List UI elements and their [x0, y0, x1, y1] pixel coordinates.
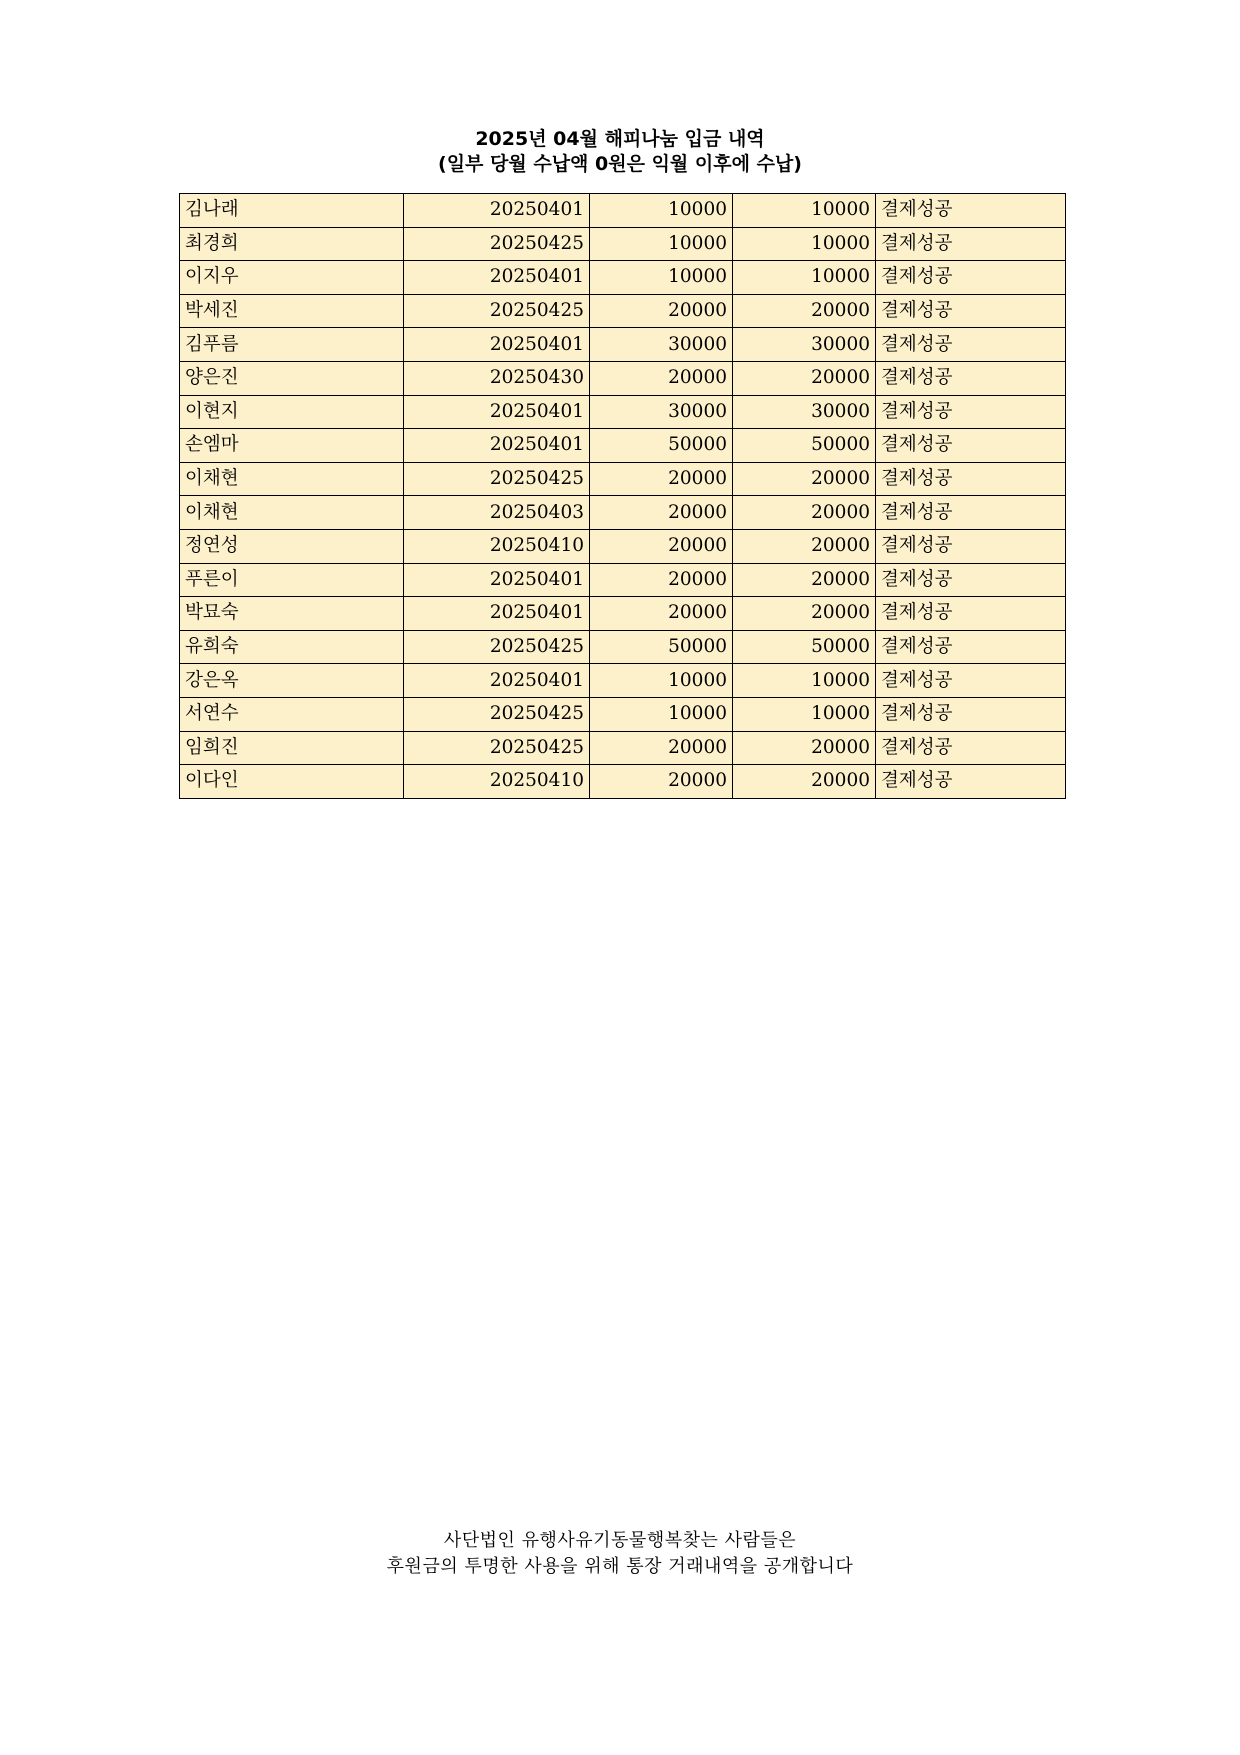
table-row [180, 294, 1066, 328]
table-row [180, 395, 1066, 429]
donor-name-cell: 이현지 [180, 395, 404, 429]
payment-status-cell: 결제성공 [876, 429, 1066, 463]
pledged-amount-cell: 20000 [590, 529, 733, 563]
deposit-date-cell: 20250401 [404, 328, 590, 362]
payment-status-cell: 결제성공 [876, 597, 1066, 631]
table-row [180, 597, 1066, 631]
donor-name-cell: 박묘숙 [180, 597, 404, 631]
paid-amount-cell: 20000 [733, 731, 876, 765]
table-row [180, 765, 1066, 799]
document-title: 2025년 04월 해피나눔 입금 내역 [475, 128, 765, 150]
paid-amount-cell: 30000 [733, 328, 876, 362]
pledged-amount-cell: 20000 [590, 294, 733, 328]
paid-amount-cell: 20000 [733, 361, 876, 395]
payment-status-cell: 결제성공 [876, 261, 1066, 295]
table-row [180, 563, 1066, 597]
deposit-table-body [180, 194, 1066, 799]
footer-organization-text: 사단법인 유행사유기동물행복찾는 사람들은 [443, 1530, 797, 1551]
deposit-table [179, 193, 1066, 799]
payment-status-cell: 결제성공 [876, 294, 1066, 328]
deposit-date-cell: 20250425 [404, 227, 590, 261]
paid-amount-cell: 10000 [733, 697, 876, 731]
payment-status-cell: 결제성공 [876, 563, 1066, 597]
donor-name-cell: 유희숙 [180, 630, 404, 664]
donor-name-cell: 손엠마 [180, 429, 404, 463]
paid-amount-cell: 50000 [733, 630, 876, 664]
donor-name-cell: 최경희 [180, 227, 404, 261]
donor-name-cell: 양은진 [180, 361, 404, 395]
pledged-amount-cell: 30000 [590, 328, 733, 362]
pledged-amount-cell: 20000 [590, 462, 733, 496]
pledged-amount-cell: 10000 [590, 664, 733, 698]
pledged-amount-cell: 20000 [590, 496, 733, 530]
deposit-date-cell: 20250401 [404, 664, 590, 698]
deposit-date-cell: 20250401 [404, 261, 590, 295]
paid-amount-cell: 10000 [733, 227, 876, 261]
table-row [180, 630, 1066, 664]
deposit-date-cell: 20250401 [404, 597, 590, 631]
paid-amount-cell: 20000 [733, 496, 876, 530]
paid-amount-cell: 50000 [733, 429, 876, 463]
pledged-amount-cell: 10000 [590, 227, 733, 261]
payment-status-cell: 결제성공 [876, 462, 1066, 496]
table-row [180, 731, 1066, 765]
table-row [180, 328, 1066, 362]
donor-name-cell: 강은옥 [180, 664, 404, 698]
deposit-date-cell: 20250401 [404, 429, 590, 463]
payment-status-cell: 결제성공 [876, 361, 1066, 395]
paid-amount-cell: 20000 [733, 462, 876, 496]
table-row [180, 664, 1066, 698]
paid-amount-cell: 10000 [733, 194, 876, 228]
payment-status-cell: 결제성공 [876, 194, 1066, 228]
document-subtitle: (일부 당월 수납액 0원은 익월 이후에 수납) [438, 153, 802, 175]
paid-amount-cell: 20000 [733, 563, 876, 597]
pledged-amount-cell: 20000 [590, 563, 733, 597]
donor-name-cell: 임희진 [180, 731, 404, 765]
pledged-amount-cell: 20000 [590, 597, 733, 631]
donor-name-cell: 김푸름 [180, 328, 404, 362]
payment-status-cell: 결제성공 [876, 765, 1066, 799]
donor-name-cell: 김나래 [180, 194, 404, 228]
paid-amount-cell: 20000 [733, 597, 876, 631]
payment-status-cell: 결제성공 [876, 227, 1066, 261]
payment-status-cell: 결제성공 [876, 395, 1066, 429]
donor-name-cell: 이채현 [180, 462, 404, 496]
table-row [180, 194, 1066, 228]
pledged-amount-cell: 20000 [590, 731, 733, 765]
deposit-date-cell: 20250401 [404, 194, 590, 228]
deposit-date-cell: 20250425 [404, 731, 590, 765]
deposit-date-cell: 20250401 [404, 563, 590, 597]
pledged-amount-cell: 10000 [590, 194, 733, 228]
pledged-amount-cell: 10000 [590, 697, 733, 731]
paid-amount-cell: 20000 [733, 294, 876, 328]
paid-amount-cell: 20000 [733, 529, 876, 563]
donor-name-cell: 박세진 [180, 294, 404, 328]
paid-amount-cell: 10000 [733, 261, 876, 295]
donor-name-cell: 이지우 [180, 261, 404, 295]
payment-status-cell: 결제성공 [876, 529, 1066, 563]
donor-name-cell: 정연성 [180, 529, 404, 563]
payment-status-cell: 결제성공 [876, 697, 1066, 731]
payment-status-cell: 결제성공 [876, 664, 1066, 698]
paid-amount-cell: 20000 [733, 765, 876, 799]
donor-name-cell: 이다인 [180, 765, 404, 799]
payment-status-cell: 결제성공 [876, 496, 1066, 530]
deposit-date-cell: 20250425 [404, 462, 590, 496]
paid-amount-cell: 10000 [733, 664, 876, 698]
table-row [180, 697, 1066, 731]
table-row [180, 529, 1066, 563]
pledged-amount-cell: 20000 [590, 765, 733, 799]
payment-status-cell: 결제성공 [876, 328, 1066, 362]
deposit-date-cell: 20250425 [404, 294, 590, 328]
deposit-date-cell: 20250425 [404, 630, 590, 664]
pledged-amount-cell: 50000 [590, 630, 733, 664]
table-row [180, 261, 1066, 295]
pledged-amount-cell: 10000 [590, 261, 733, 295]
donor-name-cell: 서연수 [180, 697, 404, 731]
deposit-date-cell: 20250410 [404, 529, 590, 563]
paid-amount-cell: 30000 [733, 395, 876, 429]
pledged-amount-cell: 30000 [590, 395, 733, 429]
pledged-amount-cell: 20000 [590, 361, 733, 395]
deposit-date-cell: 20250403 [404, 496, 590, 530]
deposit-date-cell: 20250401 [404, 395, 590, 429]
pledged-amount-cell: 50000 [590, 429, 733, 463]
deposit-date-cell: 20250410 [404, 765, 590, 799]
deposit-date-cell: 20250425 [404, 697, 590, 731]
table-row [180, 429, 1066, 463]
payment-status-cell: 결제성공 [876, 630, 1066, 664]
table-row [180, 462, 1066, 496]
table-row [180, 227, 1066, 261]
donor-name-cell: 이채현 [180, 496, 404, 530]
donor-name-cell: 푸른이 [180, 563, 404, 597]
table-row [180, 361, 1066, 395]
table-row [180, 496, 1066, 530]
footer-disclosure-text: 후원금의 투명한 사용을 위해 통장 거래내역을 공개합니다 [386, 1556, 854, 1577]
deposit-date-cell: 20250430 [404, 361, 590, 395]
payment-status-cell: 결제성공 [876, 731, 1066, 765]
